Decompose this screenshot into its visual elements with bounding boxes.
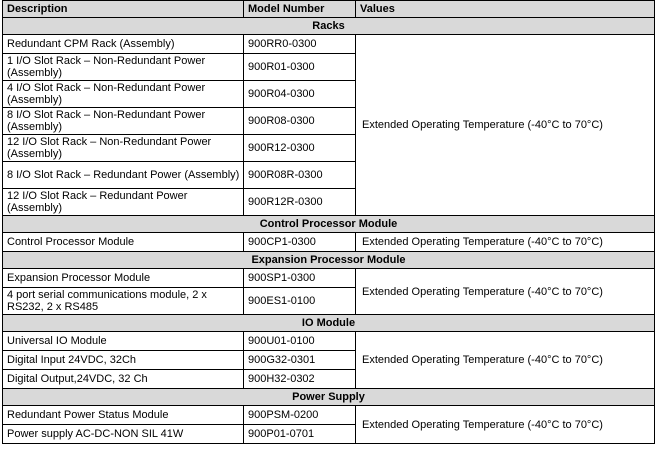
row-description: 8 I/O Slot Rack – Non-Redundant Power (Assembly) (3, 108, 244, 135)
row-model-number: 900P01-0701 (244, 425, 356, 444)
row-description: 4 I/O Slot Rack – Non-Redundant Power (Assembly) (3, 81, 244, 108)
table-row (3, 332, 655, 351)
row-description: 4 port serial communications module, 2 x RS232, 2 x RS485 (3, 288, 244, 315)
row-model-number: 900RR0-0300 (244, 35, 356, 54)
section-row (3, 18, 655, 35)
header-values: Values (356, 1, 655, 18)
table-row (3, 35, 655, 54)
row-description: Expansion Processor Module (3, 269, 244, 288)
row-model-number: 900R08-0300 (244, 108, 356, 135)
row-model-number: 900R04-0300 (244, 81, 356, 108)
row-model-number: 900R12R-0300 (244, 189, 356, 216)
row-description: 12 I/O Slot Rack – Non-Redundant Power (Assembly) (3, 135, 244, 162)
header-row (3, 1, 655, 18)
table-row (3, 233, 655, 252)
row-description: Redundant Power Status Module (3, 406, 244, 425)
header-description: Description (3, 1, 244, 18)
row-model-number: 900R12-0300 (244, 135, 356, 162)
row-model-number: 900U01-0100 (244, 332, 356, 351)
row-values: Extended Operating Temperature (-40°C to 70°C) (356, 35, 655, 216)
row-values: Extended Operating Temperature (-40°C to 70°C) (356, 406, 655, 444)
section-row (3, 315, 655, 332)
row-description: Control Processor Module (3, 233, 244, 252)
row-model-number: 900R08R-0300 (244, 162, 356, 189)
section-row (3, 216, 655, 233)
row-values: Extended Operating Temperature (-40°C to 70°C) (356, 332, 655, 389)
table-row (3, 406, 655, 425)
section-expansion-processor: Expansion Processor Module (3, 252, 655, 269)
row-description: 1 I/O Slot Rack – Non-Redundant Power (Assembly) (3, 54, 244, 81)
row-model-number: 900PSM-0200 (244, 406, 356, 425)
row-model-number: 900R01-0300 (244, 54, 356, 81)
row-model-number: 900ES1-0100 (244, 288, 356, 315)
section-row (3, 389, 655, 406)
row-description: Digital Input 24VDC, 32Ch (3, 351, 244, 370)
row-model-number: 900G32-0301 (244, 351, 356, 370)
section-racks: Racks (3, 18, 655, 35)
header-model-number: Model Number (244, 1, 356, 18)
section-control-processor: Control Processor Module (3, 216, 655, 233)
row-description: Universal IO Module (3, 332, 244, 351)
row-description: Power supply AC-DC-NON SIL 41W (3, 425, 244, 444)
section-io-module: IO Module (3, 315, 655, 332)
row-description: 12 I/O Slot Rack – Redundant Power (Assembly) (3, 189, 244, 216)
row-description: Redundant CPM Rack (Assembly) (3, 35, 244, 54)
row-values: Extended Operating Temperature (-40°C to 70°C) (356, 233, 655, 252)
section-power-supply: Power Supply (3, 389, 655, 406)
table-row (3, 269, 655, 288)
row-model-number: 900H32-0302 (244, 370, 356, 389)
spec-table (2, 0, 655, 444)
row-description: 8 I/O Slot Rack – Redundant Power (Assembly) (3, 162, 244, 189)
row-values: Extended Operating Temperature (-40°C to 70°C) (356, 269, 655, 315)
row-model-number: 900SP1-0300 (244, 269, 356, 288)
row-description: Digital Output,24VDC, 32 Ch (3, 370, 244, 389)
row-model-number: 900CP1-0300 (244, 233, 356, 252)
section-row (3, 252, 655, 269)
